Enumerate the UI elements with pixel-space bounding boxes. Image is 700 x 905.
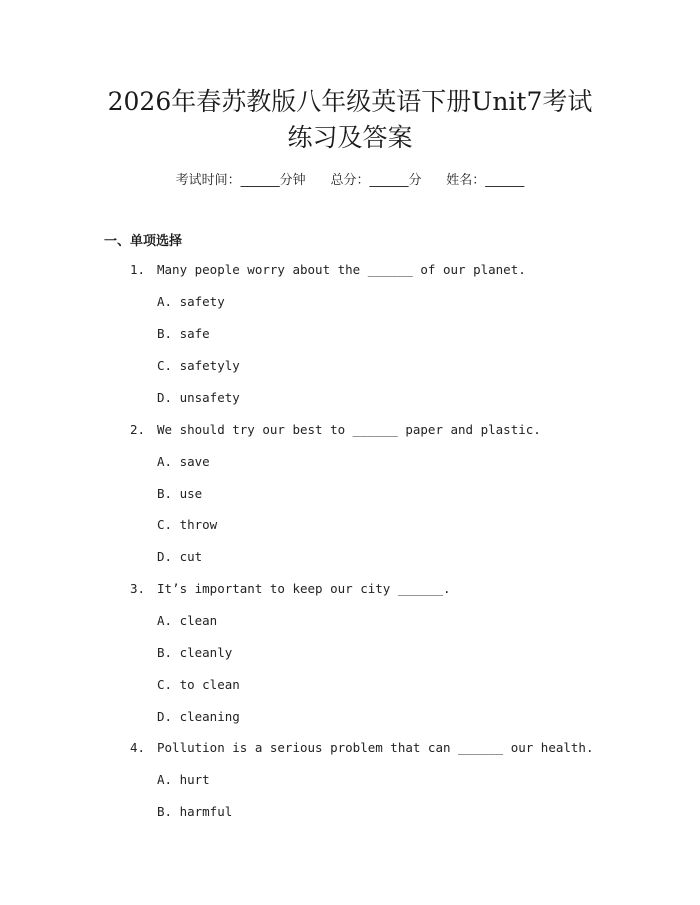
question-text: Many people worry about the ______ of our planet. xyxy=(157,262,526,277)
option: C. to clean xyxy=(157,677,240,692)
option: B. safe xyxy=(157,326,210,341)
question-text: We should try our best to ______ paper and plastic. xyxy=(157,422,541,437)
option: B. harmful xyxy=(157,804,233,819)
question-text: Pollution is a serious problem that can ______ our health. xyxy=(157,740,594,755)
option: C. safetyly xyxy=(157,358,240,373)
question-number: 2. xyxy=(130,422,146,437)
exam-total-score: 总分：______分 xyxy=(330,173,422,188)
exam-meta xyxy=(0,169,700,188)
question-number: 3. xyxy=(130,581,146,596)
question-2 xyxy=(130,422,541,437)
section-heading: 一、单项选择 xyxy=(104,234,183,249)
option: A. hurt xyxy=(157,772,210,787)
question-3 xyxy=(130,581,451,596)
option: A. clean xyxy=(157,613,218,628)
option: C. throw xyxy=(157,517,218,532)
option: D. cleaning xyxy=(157,709,240,724)
option: B. cleanly xyxy=(157,645,233,660)
question-number: 4. xyxy=(130,740,146,755)
title-line-1: 2026年春苏教版八年级英语下册Unit7考试 xyxy=(107,87,593,116)
option: A. safety xyxy=(157,294,225,309)
question-text: It’s important to keep our city ______. xyxy=(157,581,451,596)
question-1 xyxy=(130,262,526,277)
exam-time: 考试时间：______分钟 xyxy=(175,173,306,188)
title-line-2: 练习及答案 xyxy=(287,123,413,152)
option: D. unsafety xyxy=(157,390,240,405)
exam-name: 姓名：______ xyxy=(446,173,525,188)
question-4 xyxy=(130,740,594,755)
document-title xyxy=(60,84,640,156)
option: B. use xyxy=(157,486,203,501)
question-number: 1. xyxy=(130,262,146,277)
option: A. save xyxy=(157,454,210,469)
option: D. cut xyxy=(157,549,203,564)
